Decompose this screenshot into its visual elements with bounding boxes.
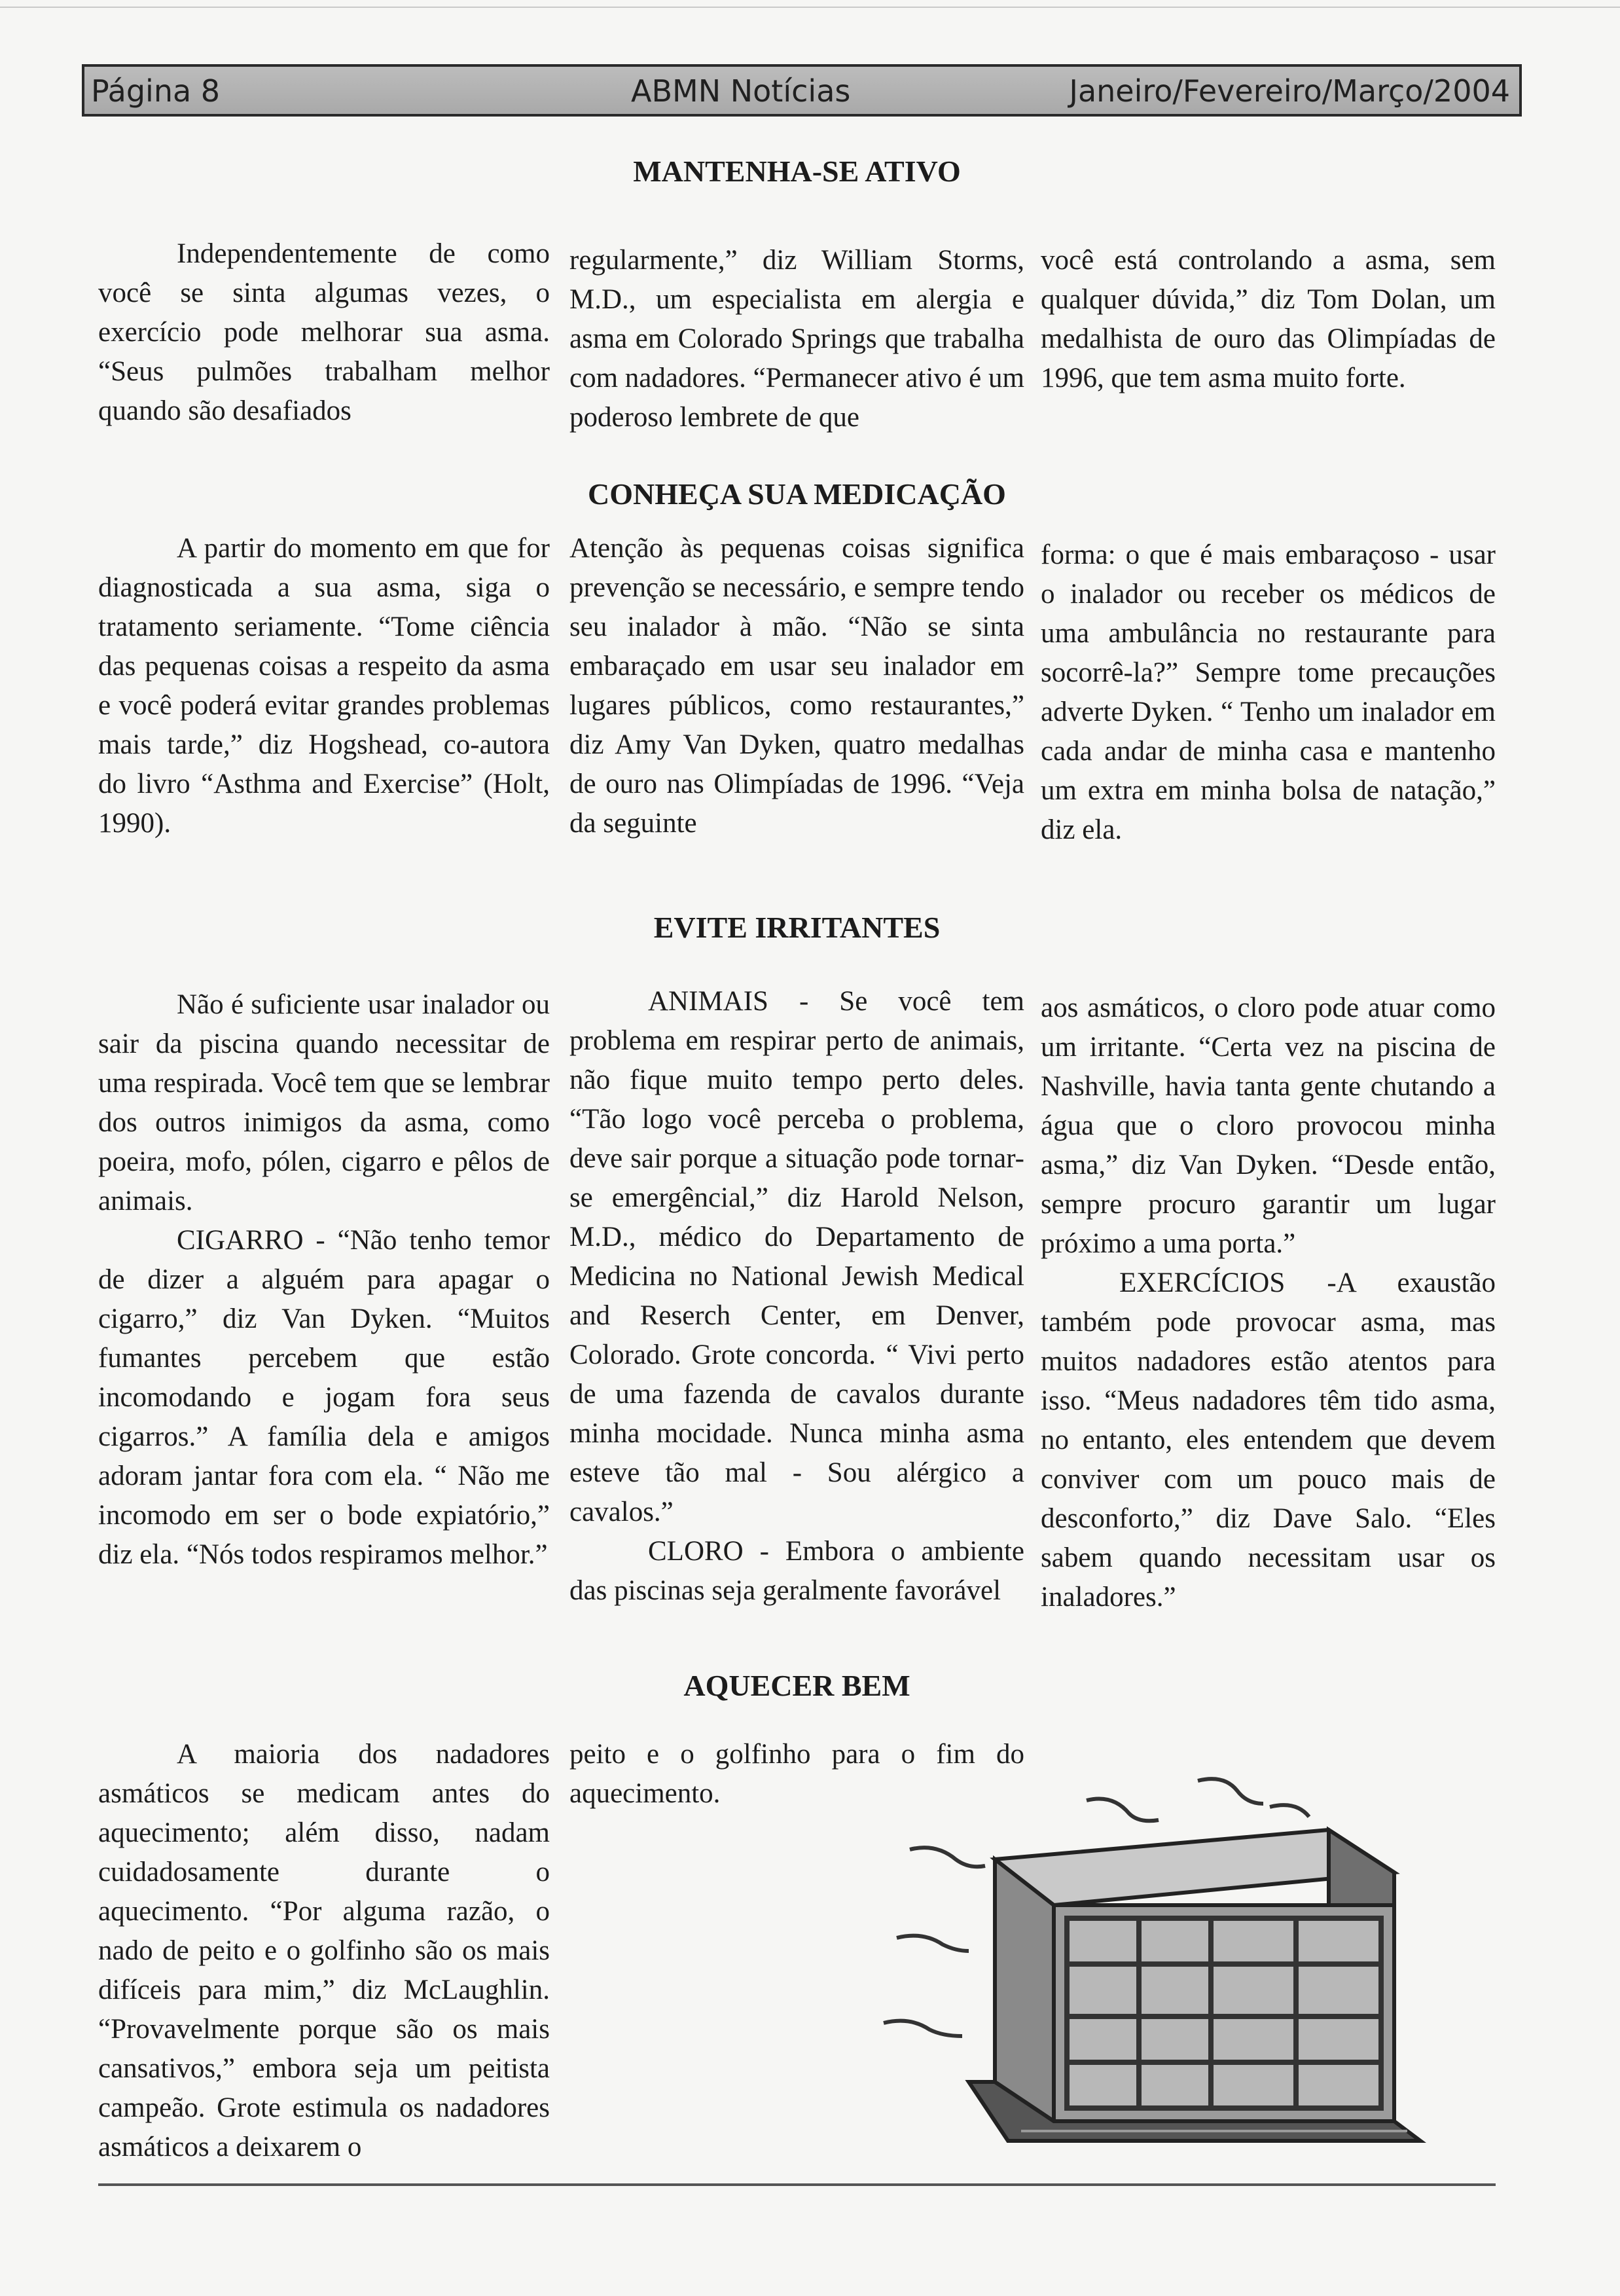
page-number: Página 8 xyxy=(91,73,221,109)
section-title-evite-irritantes: EVITE IRRITANTES xyxy=(653,911,941,944)
section-4-col-1: A maioria dos nadadores asmáticos se medicam antes do aquecimento; além disso, nadam cuidadosamente durante o aquecimento. “Por alguma razão, o nado de peito e o golfinho são os mais difíceis para mim,” diz McLaughlin. “Provavelmente porque são os mais cansativos,” embora seja um peitista campeão. Grote estimula os nadadores asmáticos a deixarem o xyxy=(98,1739,550,2162)
section-3-col-1-paragraph-1: Não é suficiente usar inalador ou sair da piscina quando necessitar de uma respirada. Você tem que se lembrar dos outros inimigos da asma, como poeira, mofo, pólen, cigarro e pêlos de animais. xyxy=(98,989,550,1216)
section-1-col-2: regularmente,” diz William Storms, M.D., um especialista em alergia e asma em Colorado Springs que trabalha com nadadores. “Permanecer ativo é um poderoso lembrete de que xyxy=(569,245,1024,433)
section-2-col-1: A partir do momento em que for diagnosticada a sua asma, siga o tratamento seriamente. “Tome ciência das pequenas coisas a respeito da asma e você poderá evitar grandes problemas mais tarde,” diz Hogshead, co-autora do livro “Asthma and Exercise” (Holt, 1990). xyxy=(98,533,550,839)
section-3-col-2-paragraph-2: CLORO - Embora o ambiente das piscinas seja geralmente favorável xyxy=(569,1536,1024,1606)
bottom-rule xyxy=(98,2183,1496,2186)
section-1-col-1: Independentemente de como você se sinta algumas vezes, o exercício pode melhorar sua asma. “Seus pulmões trabalham melhor quando são desafiados xyxy=(98,238,550,426)
section-3-col-3-paragraph-1: aos asmáticos, o cloro pode atuar como um irritante. “Certa vez na piscina de Nashville, havia tanta gente chutando a água que o cloro provocou minha asma,” diz Van Dyken. “Desde então, sempre procuro garantir um lugar próximo a uma porta.” xyxy=(1041,993,1496,1259)
page-header xyxy=(82,64,1522,117)
publication-name: ABMN Notícias xyxy=(631,73,851,109)
section-title-conheca-sua-medicacao: CONHEÇA SUA MEDICAÇÃO xyxy=(588,477,1006,511)
section-2-col-2: Atenção às pequenas coisas significa prevenção se necessário, e sempre tendo seu inalador à mão. “Não se sinta embaraçado em usar seu inalador em lugares públicos, como restaurantes,” diz Amy Van Dyken, quatro medalhas de ouro nas Olimpíadas de 1996. “Veja da seguinte xyxy=(569,533,1024,839)
section-title-mantenha-se-ativo: MANTENHA-SE ATIVO xyxy=(633,155,961,188)
section-3-col-1 xyxy=(98,985,550,1575)
section-1-col-3: você está controlando a asma, sem qualquer dúvida,” diz Tom Dolan, um medalhista de ouro das Olimpíadas de 1996, que tem asma muito forte. xyxy=(1041,245,1496,393)
section-3-col-1-paragraph-2: CIGARRO - “Não tenho temor de dizer a alguém para apagar o cigarro,” diz Van Dyken. “Muitos fumantes percebem que estão incomodando e jogam fora seus cigarros.” A família dela e amigos adoram jantar fora com ela. “ Não me incomodo em ser o bode expiatório,” diz ela. “Nós todos respiramos melhor.” xyxy=(98,1225,550,1570)
section-title-aquecer-bem: AQUECER BEM xyxy=(683,1669,910,1702)
section-4-col-2: peito e o golfinho para o fim do aquecimento. xyxy=(569,1739,1024,1809)
section-3-col-3-paragraph-2: EXERCÍCIOS -A exaustão também pode provocar asma, mas muitos nadadores estão atentos para isso. “Meus nadadores têm tido asma, no entanto, eles entendem que devem conviver com um pouco mais de desconforto,” diz Dave Salo. “Eles sabem quando necessitam usar os inaladores.” xyxy=(1041,1267,1496,1613)
section-3-col-2-paragraph-1: ANIMAIS - Se você tem problema em respirar perto de animais, não fique muito tempo perto deles. “Tão logo você perceba o problema, deve sair porque a situação pode tornar-se emergêncial,” diz Harold Nelson, M.D., médico do Departamento de Medicina no National Jewish Medical and Reserch Center, em Denver, Colorado. Grote concorda. “ Vivi perto de uma fazenda de cavalos durante minha mocidade. Nunca minha asma esteve tão mal - Sou alérgico a cavalos.” xyxy=(569,986,1024,1527)
issue-date: Janeiro/Fevereiro/Março/2004 xyxy=(1069,73,1510,109)
section-3-col-2 xyxy=(569,982,1024,1611)
heater-icon xyxy=(871,1755,1447,2147)
top-edge-line xyxy=(0,7,1620,8)
section-2-col-3: forma: o que é mais embaraçoso - usar o inalador ou receber os médicos de uma ambulância no restaurante para socorrê-la?” Sempre tome precauções adverte Dyken. “ Tenho um inalador em cada andar de minha casa e mantenho um extra em minha bolsa de natação,” diz ela. xyxy=(1041,539,1496,845)
section-3-col-3 xyxy=(1041,989,1496,1617)
